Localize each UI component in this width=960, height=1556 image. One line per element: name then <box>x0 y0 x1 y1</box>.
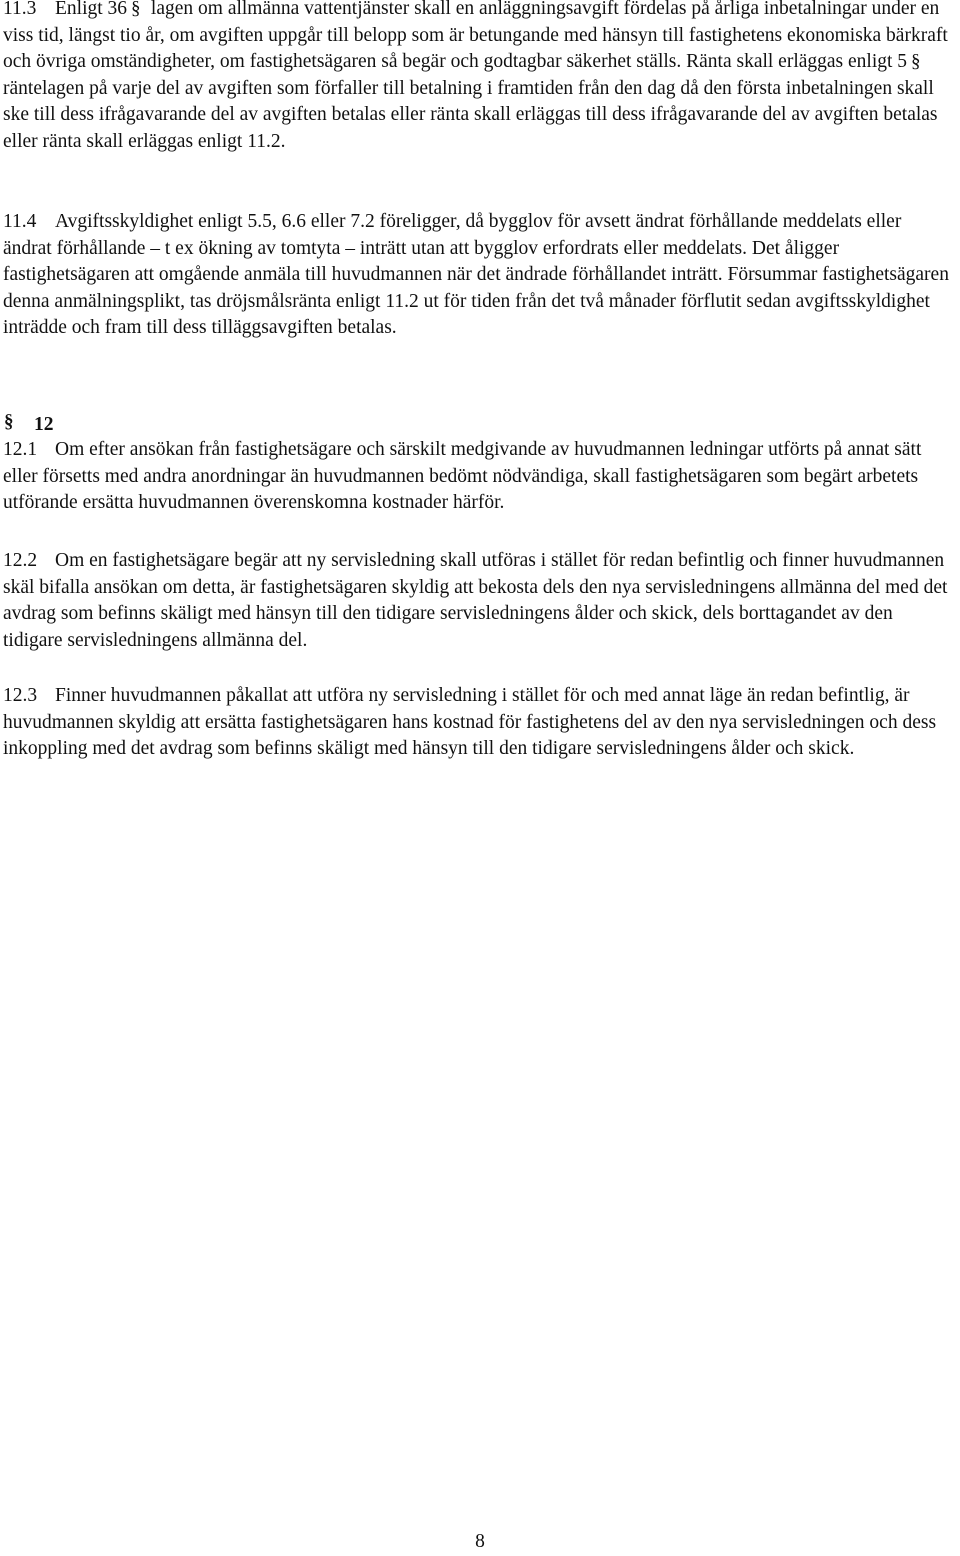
chapter-heading <box>3 411 54 439</box>
section-12-1 <box>3 437 953 517</box>
section-number: 12.3 <box>3 685 38 706</box>
section-text-part-1: Enligt 36 <box>55 0 128 19</box>
section-text: Om efter ansökan från fastighetsägare och särskilt medgivande av huvudmannen ledningar utförts på annat sätt eller försetts med andra anordningar än huvudmannen bedömt nödvändiga, skall fastighetsägaren som begärt arbetets utförande ersätta huvudmannen överenskomna kostnader härför. <box>3 439 922 514</box>
section-11-3 <box>3 0 953 156</box>
section-text-part-3: räntelagen på varje del av avgiften som förfaller till betalning i framtiden från den dag då den första inbetalningen skall ske till dess ifrågavarande del av avgiften betalas eller ränta skall erläggas till dess ifrågavarande del av avgiften betalas eller ränta skall erläggas enligt 11.2. <box>3 77 938 152</box>
paragraph-sign-icon <box>128 0 144 17</box>
section-number: 11.3 <box>3 0 37 19</box>
section-number: 12.2 <box>3 550 38 571</box>
section-12-3 <box>3 683 953 763</box>
section-text: Avgiftsskyldighet enligt 5.5, 6.6 eller 7.2 föreligger, då bygglov för avsett ändrat förhållande meddelats eller ändrat förhållande – t ex ökning av tomtyta – inträtt utan att bygglov erfordrats eller meddelats. Det åligger fastighetsägaren att omgående anmäla till huvudmannen när det ändrade förhållandet inträtt. Försummar fastighetsägaren denna anmälningsplikt, tas dröjsmålsränta enligt 11.2 ut för tiden från det två månader förflutit sedan avgiftsskyldighet inträdde och fram till dess tilläggsavgiften betalas. <box>3 211 949 339</box>
section-number: 11.4 <box>3 211 37 232</box>
section-text-part-2: lagen om allmänna vattentjänster skall en anläggningsavgift fördelas på årliga inbetalningar under en viss tid, längst tio år, om avgiften uppgår till belopp som är betungande med hänsyn till fastighetens ekonomiska bärkraft och övriga omständigheter, om fastighetsägaren så begär och godtagbar säkerhet ställs. Ränta skall erläggas enligt 5 <box>3 0 948 73</box>
paragraph-sign-icon <box>4 411 18 430</box>
section-11-4 <box>3 209 953 342</box>
section-text: Finner huvudmannen påkallat att utföra ny servisledning i stället för och med annat läge än redan befintlig, är huvudmannen skyldig att ersätta fastighetsägaren hans kostnad för fastighetens del av den nya servisledningen och dess inkoppling med det avdrag som befinns skäligt med hänsyn till den tidigare servisledningens ålder och skick. <box>3 685 937 760</box>
paragraph-sign-icon <box>908 51 924 70</box>
page-number: 8 <box>475 1531 485 1552</box>
chapter-number: 12 <box>34 414 54 435</box>
svg-text:§: § <box>911 51 921 72</box>
section-text: Om en fastighetsägare begär att ny servisledning skall utföras i stället för redan befintlig och finner huvudmannen skäl bifalla ansökan om detta, är fastighetsägaren skyldig att bekosta dels den nya servisledningens allmänna del med det avdrag som befinns skäligt med hänsyn till den tidigare servisledningens ålder och skick, dels borttagandet av den tidigare servisledningens allmänna del. <box>3 550 948 651</box>
section-12-2 <box>3 548 953 654</box>
section-number: 12.1 <box>3 439 38 460</box>
svg-text:§: § <box>4 411 14 431</box>
svg-text:§: § <box>131 0 141 18</box>
